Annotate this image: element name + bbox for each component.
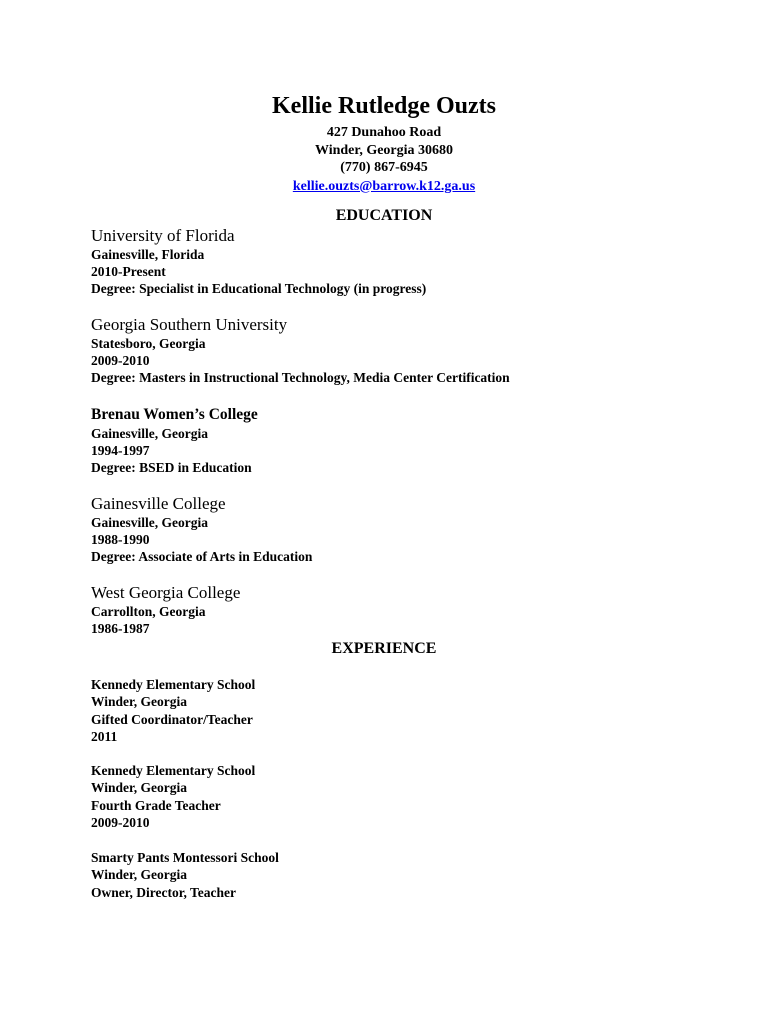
institution-location: Gainesville, Florida <box>91 247 205 262</box>
experience-heading: EXPERIENCE <box>331 640 437 657</box>
experience-entry <box>91 849 731 901</box>
employment-years: 2011 <box>91 729 118 745</box>
employer-name: Smarty Pants Montessori School <box>91 850 279 865</box>
attendance-years: 1994-1997 <box>91 443 150 459</box>
attendance-years: 1988-1990 <box>91 532 150 548</box>
degree: Degree: Associate of Arts in Education <box>91 549 313 565</box>
degree: Degree: Specialist in Educational Technology (in progress) <box>91 281 427 297</box>
institution-name: Brenau Women’s College <box>91 406 258 423</box>
institution-location: Gainesville, Georgia <box>91 515 208 530</box>
education-entry <box>91 583 731 637</box>
employer-location: Winder, Georgia <box>91 780 188 796</box>
candidate-name: Kellie Rutledge Ouzts <box>272 93 496 119</box>
experience-entry <box>91 762 731 832</box>
institution-name: Gainesville College <box>91 494 226 513</box>
institution-location: Gainesville, Georgia <box>91 426 208 441</box>
job-title: Owner, Director, Teacher <box>91 884 236 900</box>
job-title: Gifted Coordinator/Teacher <box>91 711 253 727</box>
education-entry <box>91 226 731 298</box>
experience-entry <box>91 676 731 746</box>
email-link[interactable]: kellie.ouzts@barrow.k12.ga.us <box>292 178 476 194</box>
institution-name: Georgia Southern University <box>91 315 288 334</box>
employer-name: Kennedy Elementary School <box>91 677 256 692</box>
employment-years: 2009-2010 <box>91 815 150 831</box>
attendance-years: 2010-Present <box>91 264 166 280</box>
employer-location: Winder, Georgia <box>91 867 188 883</box>
employer-name: Kennedy Elementary School <box>91 763 256 778</box>
education-entry <box>91 405 731 477</box>
degree: Degree: BSED in Education <box>91 460 252 476</box>
attendance-years: 2009-2010 <box>91 353 150 369</box>
institution-name: University of Florida <box>91 226 235 245</box>
institution-location: Statesboro, Georgia <box>91 336 206 351</box>
attendance-years: 1986-1987 <box>91 621 150 637</box>
contact-header <box>0 92 768 195</box>
education-heading: EDUCATION <box>335 207 433 224</box>
address-line-1: 427 Dunahoo Road <box>326 125 442 140</box>
employer-location: Winder, Georgia <box>91 694 188 710</box>
institution-name: West Georgia College <box>91 583 241 602</box>
job-title: Fourth Grade Teacher <box>91 797 221 813</box>
phone-number: (770) 867-6945 <box>340 160 428 175</box>
address-line-2: Winder, Georgia 30680 <box>314 142 454 158</box>
degree: Degree: Masters in Instructional Technology, Media Center Certification <box>91 370 510 386</box>
education-entry <box>91 494 731 566</box>
education-entry <box>91 315 731 387</box>
institution-location: Carrollton, Georgia <box>91 604 206 619</box>
